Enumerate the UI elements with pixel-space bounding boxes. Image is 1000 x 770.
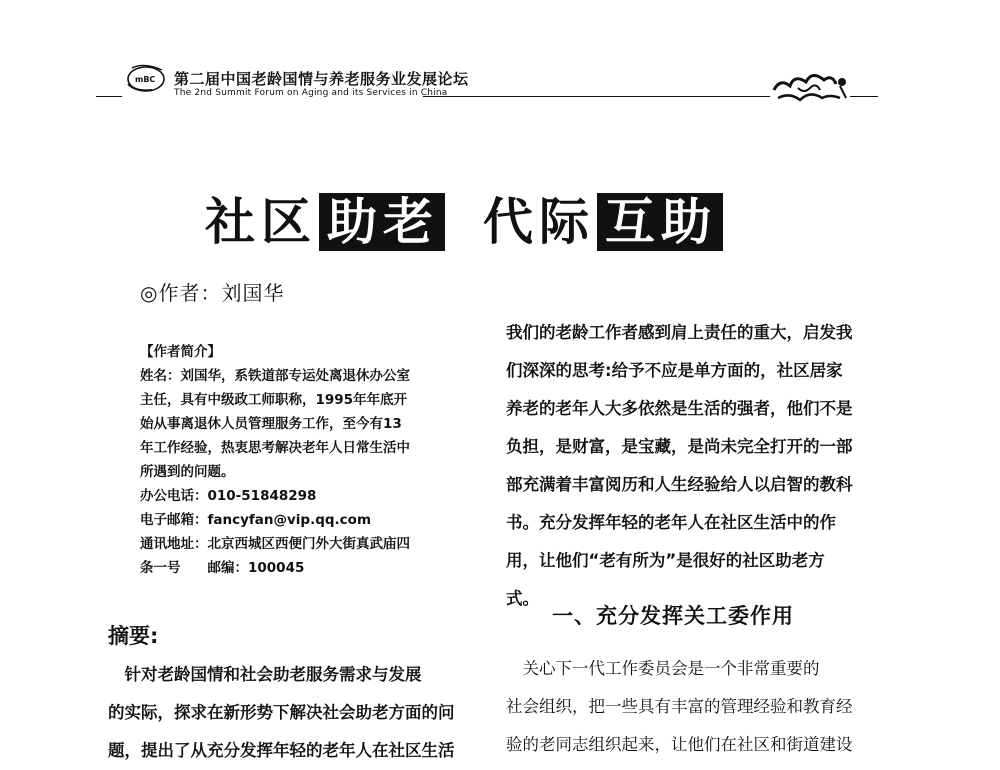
bio-address: 通讯地址：北京西城区西便门外大街真武庙四 — [140, 536, 410, 552]
author-line: ◎作者：刘国华 — [140, 281, 285, 305]
section-line: 验的老同志组织起来，让他们在社区和街道建设 — [506, 735, 853, 754]
header-rule-left — [96, 96, 122, 97]
paragraph-line: 书。充分发挥年轻的老年人在社区生活中的作 — [506, 513, 836, 532]
section-paragraph — [506, 650, 880, 764]
paragraph-line: 们深深的思考:给予不应是单方面的，社区居家 — [506, 361, 843, 380]
abstract-line: 题，提出了从充分发挥年轻的老年人在社区生活 — [108, 741, 455, 760]
section-line: 社会组织，把一些具有丰富的管理经验和教育经 — [506, 697, 853, 716]
header-title-en: The 2nd Summit Forum on Aging and its Services in China — [174, 88, 448, 98]
header-rule-far-right — [850, 96, 878, 97]
title-part2-inverted: 互助 — [597, 193, 723, 251]
bio-address-postcode: 条一号 邮编：100045 — [140, 560, 305, 576]
title-part1-plain: 社区 — [205, 193, 317, 251]
header-rule-right — [423, 96, 770, 97]
svg-text:mBC: mBC — [135, 75, 156, 84]
author-bio — [140, 340, 460, 580]
abstract-body — [108, 656, 480, 770]
bio-phone: 办公电话：010-51848298 — [140, 488, 317, 504]
paragraph-line: 养老的老年人大多依然是生活的强者，他们不是 — [506, 399, 853, 418]
bio-line: 始从事离退休人员管理服务工作，至今有13 — [140, 416, 402, 432]
title-part1-inverted: 助老 — [319, 193, 445, 251]
article-title — [205, 192, 725, 252]
header-title-cn: 第二届中国老龄国情与养老服务业发展论坛 — [174, 70, 469, 88]
paragraph-line: 式。 — [506, 589, 539, 608]
abstract-line: 针对老龄国情和社会助老服务需求与发展 — [108, 665, 422, 684]
paragraph-line: 负担，是财富，是宝藏，是尚未完全打开的一部 — [506, 437, 853, 456]
paragraph-line: 部充满着丰富阅历和人生经验给人以启智的教科 — [506, 475, 853, 494]
bio-line: 姓名：刘国华，系铁道部专运处离退休办公室 — [140, 368, 410, 384]
bio-line: 主任，具有中级政工师职称，1995年年底开 — [140, 392, 408, 408]
abstract-line: 的实际，探求在新形势下解决社会助老方面的问 — [108, 703, 455, 722]
paragraph-line: 我们的老龄工作者感到肩上责任的重大，启发我 — [506, 323, 853, 342]
abstract-heading: 摘要: — [108, 624, 159, 648]
bio-line: 所遇到的问题。 — [140, 464, 235, 480]
right-column-paragraph — [506, 314, 880, 618]
section-heading: 一、充分发挥关工委作用 — [552, 604, 794, 628]
bio-line: 年工作经验，热衷思考解决老年人日常生活中 — [140, 440, 410, 456]
forum-logo-icon — [122, 62, 170, 96]
cloud-ornament-icon — [770, 68, 852, 108]
section-line: 关心下一代工作委员会是一个非常重要的 — [506, 659, 820, 678]
bio-heading: 【作者简介】 — [140, 344, 221, 360]
bio-email: 电子邮箱：fancyfan@vip.qq.com — [140, 512, 372, 528]
title-part2-plain: 代际 — [483, 193, 595, 251]
paragraph-line: 用，让他们“老有所为”是很好的社区助老方 — [506, 551, 825, 570]
